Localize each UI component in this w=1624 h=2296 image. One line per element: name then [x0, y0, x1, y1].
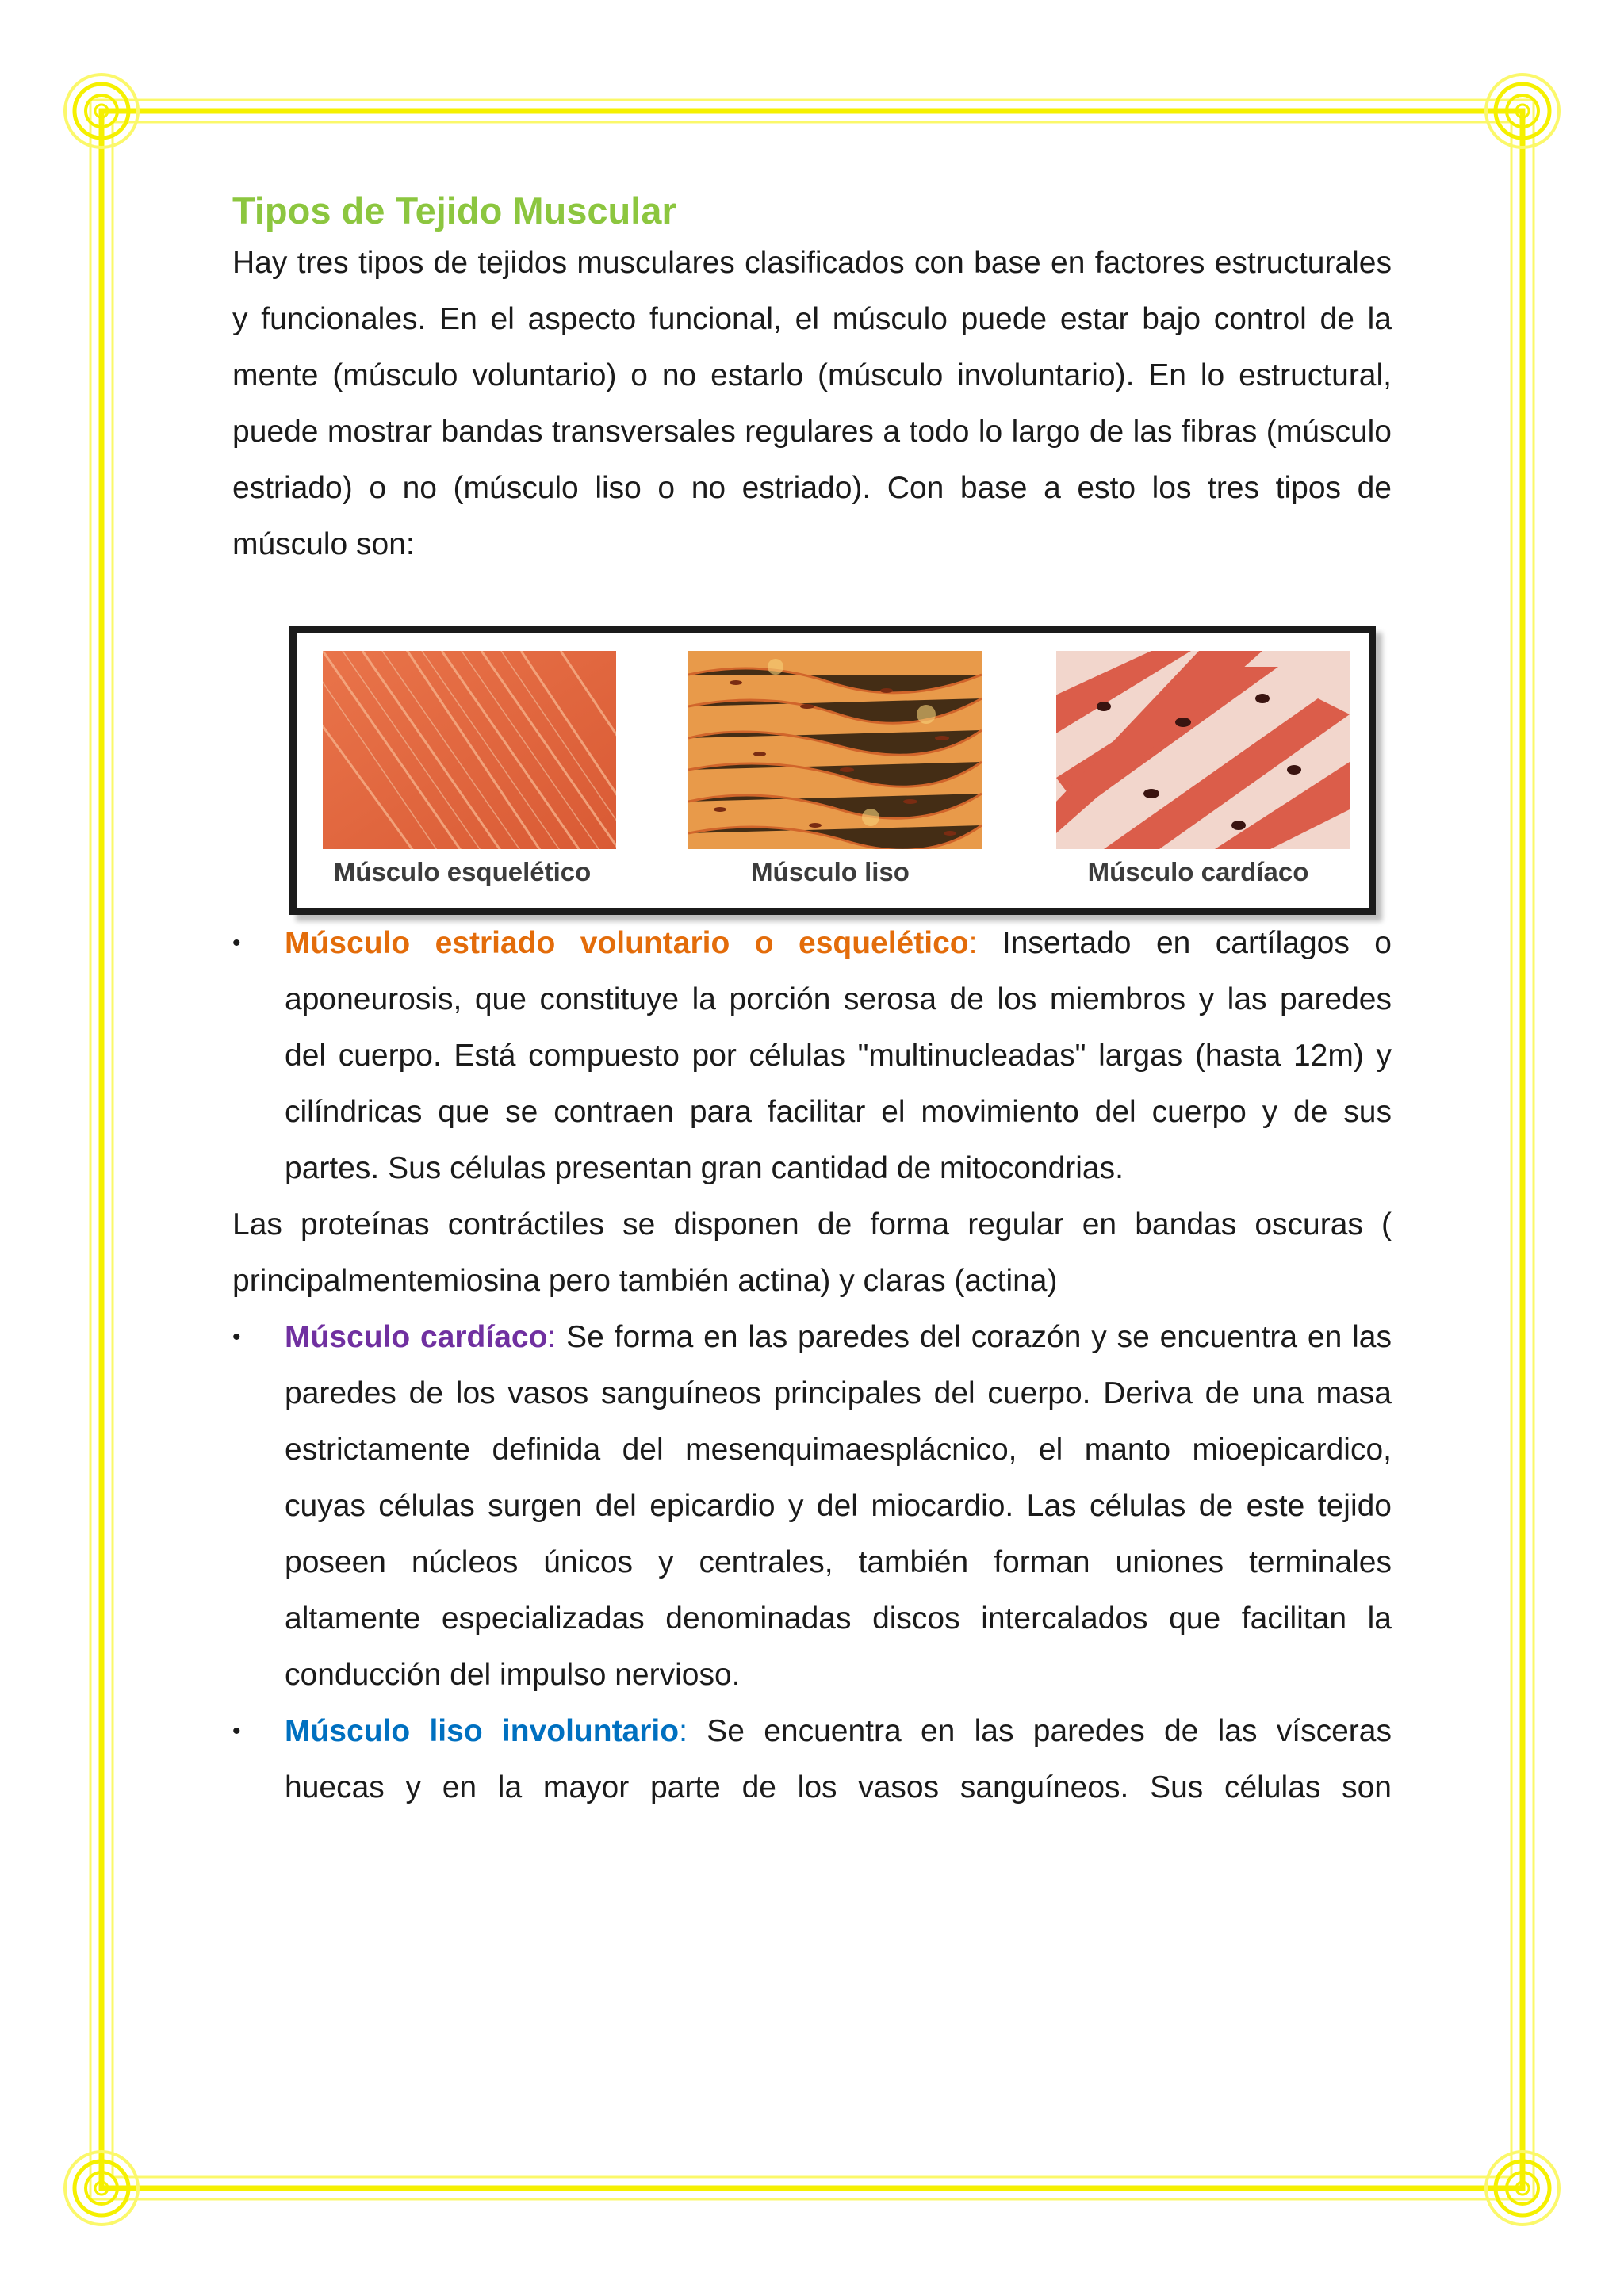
muscle-list-2 [232, 1309, 1392, 1703]
description-smooth: Se encuentra en las paredes de las vísceras huecas y en la mayor parte de los vasos sanguíneos. Sus células son [285, 1714, 1392, 1804]
term-smooth: Músculo liso involuntario [285, 1714, 680, 1748]
term-skeletal: Músculo estriado voluntario o esquelético [285, 926, 969, 960]
proteins-paragraph: Las proteínas contráctiles se disponen de forma regular en bandas oscuras ( principalmentemiosina pero también actina) y claras (actina) [232, 1207, 1392, 1298]
figure-label-smooth: Músculo liso [751, 857, 910, 886]
figure-label-cardiac: Músculo cardíaco [1087, 857, 1309, 886]
term-cardiac: Músculo cardíaco [285, 1320, 548, 1354]
muscle-list-3 [232, 1703, 1392, 1816]
cardiac-muscle-image [1056, 651, 1350, 849]
intro-paragraph: Hay tres tipos de tejidos musculares clasificados con base en factores estructurales y funcionales. En el aspecto funcional, el músculo puede estar bajo control de la mente (músculo voluntario) o no estarlo (músculo involuntario). En lo estructural, puede mostrar bandas transversales regulares a todo lo largo de las fibras (músculo estriado) o no (músculo liso o no estriado). Con base a esto los tres tipos de músculo son: [232, 246, 1392, 561]
figure-label-skeletal: Músculo esquelético [333, 857, 592, 886]
list-item-cardiac: • Músculo cardíaco: Se forma en las paredes del corazón y se encuentra en las paredes de los vasos sanguíneos principales del cuerpo. Deriva de una masa estrictamente definida del mesenquimaesplácnico, el manto mioepicardico, cuyas células surgen del epicardio y del miocardio. Las células de este tejido poseen núcleos únicos y centrales, también forman uniones terminales altamente especializadas denominadas discos intercalados que facilitan la conducción del impulso nervioso. [232, 1309, 1392, 1703]
page-title: Tipos de Tejido Muscular [232, 189, 676, 232]
muscle-types-figure [289, 626, 1376, 915]
page-content [232, 187, 1392, 1816]
bullet: • [232, 930, 241, 956]
smooth-muscle-image [688, 651, 982, 849]
description-skeletal: Insertado en cartílagos o aponeurosis, que constituye la porción serosa de los miembros y las paredes del cuerpo. Está compuesto por células "multinucleadas" largas (hasta 12m) y cilíndricas que se contraen para facilitar el movimiento del cuerpo y de sus partes. Sus células presentan gran cantidad de mitocondrias. [285, 926, 1392, 1185]
skeletal-muscle-image [323, 651, 616, 849]
list-item-smooth: • Músculo liso involuntario: Se encuentra en las paredes de las vísceras huecas y en la mayor parte de los vasos sanguíneos. Sus células son [232, 1703, 1392, 1816]
bullet: • [232, 1324, 241, 1350]
description-cardiac: Se forma en las paredes del corazón y se encuentra en las paredes de los vasos sanguíneos principales del cuerpo. Deriva de una masa estrictamente definida del mesenquimaesplácnico, el manto mioepicardico, cuyas células surgen del epicardio y del miocardio. Las células de este tejido poseen núcleos únicos y centrales, también forman uniones terminales altamente especializadas denominadas discos intercalados que facilitan la conducción del impulso nervioso. [285, 1320, 1392, 1692]
list-item-skeletal: • Músculo estriado voluntario o esquelético: Insertado en cartílagos o aponeurosis, que constituye la porción serosa de los miembros y las paredes del cuerpo. Está compuesto por células "multinucleadas" largas (hasta 12m) y cilíndricas que se contraen para facilitar el movimiento del cuerpo y de sus partes. Sus células presentan gran cantidad de mitocondrias. [232, 915, 1392, 1196]
bullet: • [232, 1718, 241, 1744]
muscle-list-1 [232, 915, 1392, 1196]
